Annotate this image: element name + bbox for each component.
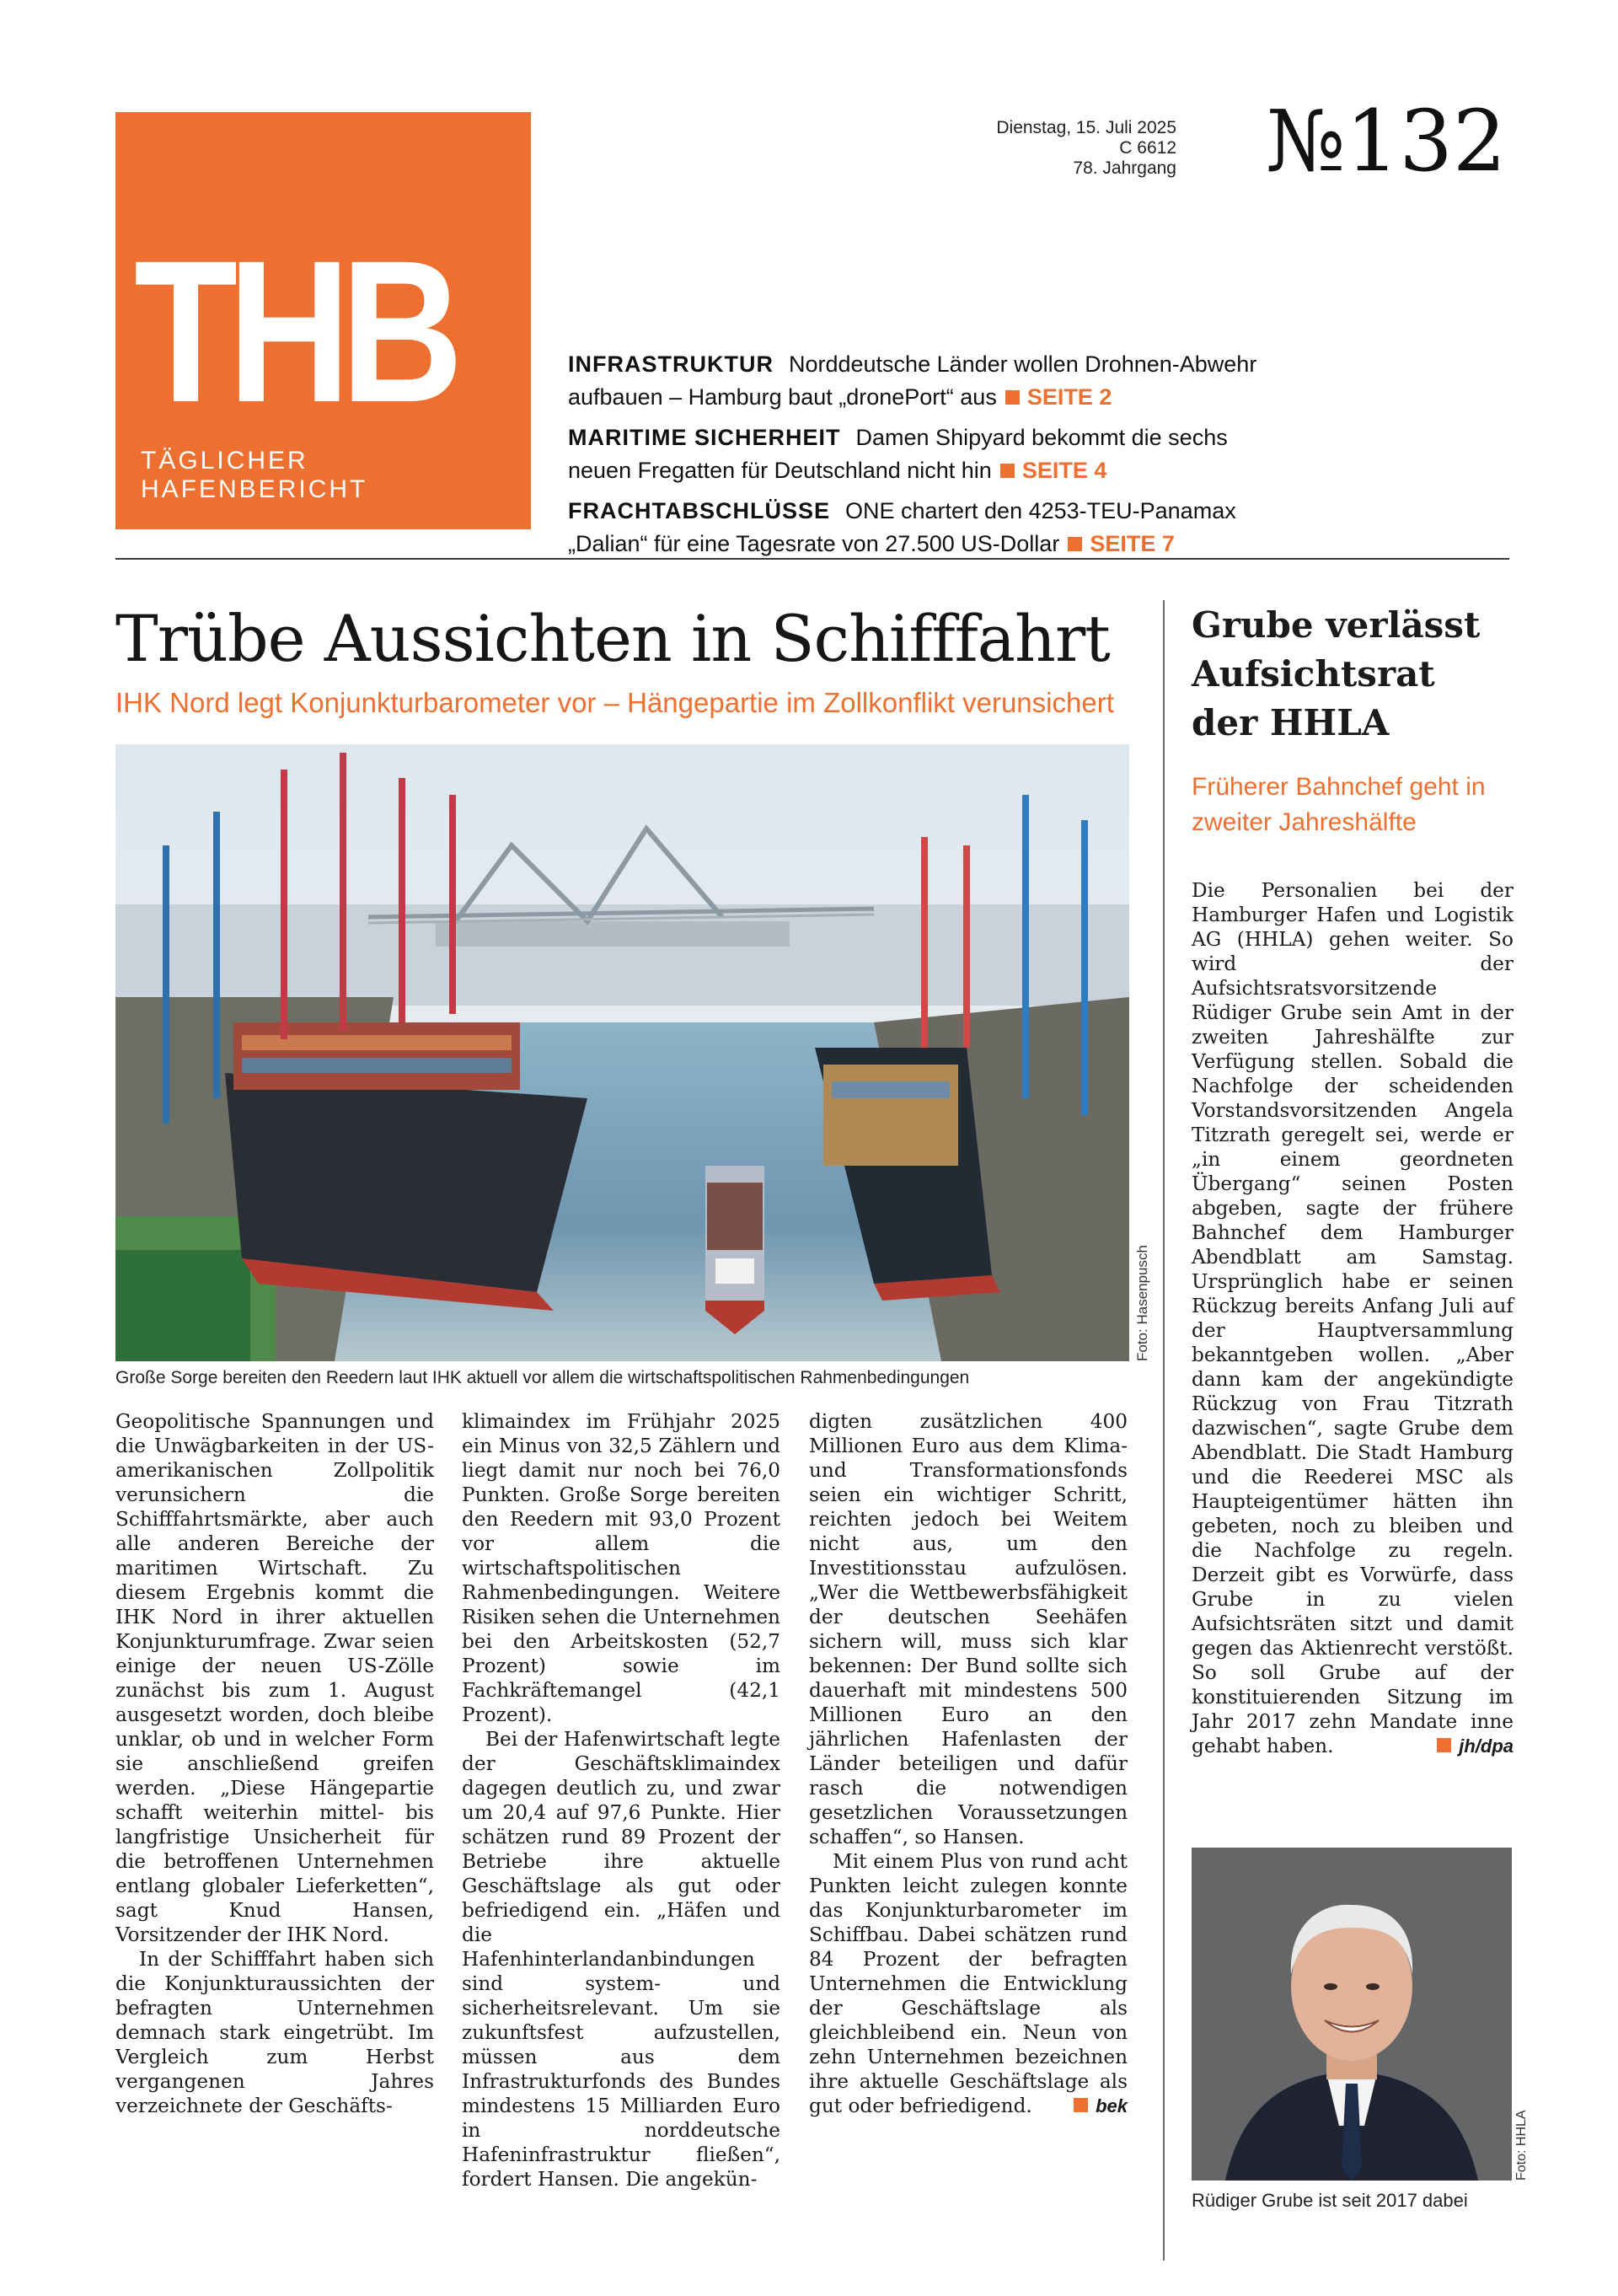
portrait-caption: Rüdiger Grube ist seit 2017 dabei: [1192, 2190, 1468, 2211]
orange-square-icon: [1068, 537, 1082, 551]
teaser-kicker: INFRASTRUKTUR: [568, 351, 774, 377]
teaser-list: [568, 348, 1293, 568]
side-subheadline: Früherer Bahnchef geht in zweiter Jahreshälfte: [1192, 773, 1486, 836]
article-paragraph: [809, 1849, 1128, 2118]
column-divider: [1163, 600, 1165, 2261]
header-divider: [115, 558, 1509, 560]
issue-meta: [924, 118, 1176, 179]
article-paragraph: Bei der Hafenwirtschaft legte der Geschäftsklimaindex dagegen deutlich zu, und zwar um 20,4 auf 97,6 Punkte. Hier schätzen rund 89 Prozent der Betriebe ihre aktuelle Geschäftslage als gut oder befriedigend ein. „Häfen und die Hafenhinterlandanbindungen sind system- und sicherheitsrelevant. Um sie zukunftsfest aufzustellen, müssen aus dem Infrastrukturfonds des Bundes mindestens 15 Milliarden Euro in norddeutsche Hafeninfrastruktur fließen“, fordert Hansen. Die angekün-: [462, 1728, 780, 2191]
signature-text: jh/dpa: [1459, 1735, 1514, 1757]
article-paragraph: klimaindex im Frühjahr 2025 ein Minus von 32,5 Zählern und liegt damit nur noch bei 76,0 Punkten. Große Sorge bereiten den Reedern mit 93,0 Prozent vor allem die wirtschaftspolitischen Rahmenbedingungen. Weitere Risiken sehen die Unternehmen bei den Arbeitskosten (52,7 Prozent) sowie im Fachkräftemangel (42,1 Prozent).: [462, 1410, 780, 1726]
article-column-2: [462, 1409, 780, 2191]
portrait-credit: Foto: HHLA: [1514, 2110, 1529, 2181]
article-paragraph-text: Mit einem Plus von rund acht Punkten leicht zulegen konnte das Konjunkturbarometer im Schiffbau. Dabei schätzen rund 84 Prozent der befragten Unternehmen die Entwicklung der Geschäftslage als gleichbleibend ein. Neun von zehn Unternehmen bezeichnen ihre aktuelle Geschäftslage als gut oder befriedigend.: [809, 1850, 1128, 2117]
edition-code: C 6612: [1119, 138, 1176, 158]
signature-text: bek: [1096, 2095, 1128, 2116]
harbor-photo: [115, 744, 1129, 1361]
article-paragraph: In der Schifffahrt haben sich die Konjunkturaussichten der befragten Unternehmen demnach stark eingetrübt. Im Vergleich zum Herbst vergangenen Jahres verzeichnete der Geschäfts-: [115, 1948, 434, 2117]
side-headline: Grube verlässt Aufsichtsrat der HHLA: [1192, 604, 1481, 743]
thb-logo: [115, 112, 531, 529]
teaser-kicker: FRACHTABSCHLÜSSE: [568, 498, 830, 523]
logo-subtitle: TÄGLICHER HAFENBERICHT: [141, 447, 368, 503]
teaser-item[interactable]: [568, 421, 1293, 487]
lead-headline: Trübe Aussichten in Schifffahrt: [115, 601, 1110, 676]
orange-square-icon: [1437, 1738, 1451, 1752]
teaser-text: Damen Shipyard bekommt die sechs neuen Fregatten für Deutschland nicht hin: [568, 425, 1228, 483]
teaser-page-label: SEITE 2: [1026, 384, 1112, 410]
photo-caption: Große Sorge bereiten den Reedern laut IHK aktuell vor allem die wirtschaftspolitischen Rahmenbedingungen: [115, 1368, 970, 1387]
photo-credit: Foto: Hasenpusch: [1134, 1245, 1150, 1361]
article-paragraph: digten zusätzlichen 400 Millionen Euro aus dem Klima- und Transformationsfonds seien ein wichtiger Schritt, reichten jedoch bei Weitem nicht aus, um den Investitionsstau aufzulösen. „Wer die Wettbewerbsfähigkeit der deutschen Seehäfen sichern will, muss sich klar bekennen: Der Bund sollte sich dauerhaft mit mindestens 500 Millionen Euro an den jährlichen Hafenlasten der Länder beteiligen und dafür rasch die notwendigen gesetzlichen Voraussetzungen schaffen“, so Hansen.: [809, 1410, 1128, 1848]
teaser-page-label: SEITE 7: [1090, 531, 1175, 556]
teaser-page-link[interactable]: [1000, 458, 1107, 483]
logo-text: THB: [134, 218, 454, 444]
article-column-3: [809, 1409, 1128, 2118]
orange-square-icon: [1000, 464, 1015, 478]
article-paragraph: Geopolitische Spannungen und die Unwägbarkeiten in der US-amerikanischen Zollpolitik verunsichern die Schifffahrtsmärkte, aber auch alle anderen Bereiche der maritimen Wirtschaft. Zu diesem Ergebnis kommt die IHK Nord in ihrer aktuellen Konjunkturumfrage. Zwar seien einige der neuen US-Zölle zunächst bis zum 1. August ausgesetzt worden, doch bleibe unklar, ob und in welcher Form sie anschließend greifen werden. „Diese Hängepartie schafft weiterhin mittel- bis langfristige Unsicherheit für die betroffenen Unternehmen entlang globaler Lieferketten“, sagt Knud Hansen, Vorsitzender der IHK Nord.: [115, 1410, 434, 1946]
issue-date: Dienstag, 15. Juli 2025: [996, 118, 1176, 137]
side-article: [1192, 878, 1514, 1758]
volume: 78. Jahrgang: [1073, 158, 1176, 178]
teaser-item[interactable]: [568, 495, 1293, 561]
orange-square-icon: [1074, 2098, 1088, 2112]
article-column-1: [115, 1409, 434, 2118]
issue-number: №132: [1266, 92, 1507, 190]
portrait-photo: [1192, 1848, 1512, 2181]
teaser-item[interactable]: [568, 348, 1293, 414]
author-signature: [1437, 1734, 1514, 1758]
author-signature: [1050, 2094, 1128, 2118]
teaser-kicker: MARITIME SICHERHEIT: [568, 425, 841, 450]
teaser-page-label: SEITE 4: [1021, 458, 1107, 483]
orange-square-icon: [1005, 390, 1020, 405]
lead-subheadline: IHK Nord legt Konjunkturbarometer vor – Hängepartie im Zollkonflikt verunsichert: [115, 687, 1114, 718]
teaser-text: ONE chartert den 4253-TEU-Panamax „Dalian“ für eine Tagesrate von 27.500 US-Dollar: [568, 498, 1236, 556]
side-paragraph: [1192, 878, 1514, 1758]
teaser-text: Norddeutsche Länder wollen Drohnen-Abwehr aufbauen – Hamburg baut „dronePort“ aus: [568, 351, 1257, 410]
teaser-page-link[interactable]: [1068, 531, 1175, 556]
side-paragraph-text: Die Personalien bei der Hamburger Hafen und Logistik AG (HHLA) gehen weiter. So wird der Aufsichtsratsvorsitzende Rüdiger Grube sein Amt in der zweiten Jahreshälfte zur Verfügung stellen. Sobald die Nachfolge der scheidenden Vorstandsvorsitzenden Angela Titzrath geregelt sei, werde er „in einem geordneten Übergang“ seinen Posten abgeben, sagte der frühere Bahnchef dem Hamburger Abendblatt am Samstag. Ursprünglich habe er seinen Rückzug bereits Anfang Juli auf der Hauptversammlung bekanntgeben wollen. „Aber dann kam der angekündigte Rückzug von Frau Titzrath dazwischen“, sagte Grube dem Abendblatt. Die Stadt Hamburg und die Reederei MSC als Haupteigentümer hätten ihn gebeten, noch zu bleiben und die Nachfolge zu regeln. Derzeit gibt es Vorwürfe, dass Grube in zu vielen Aufsichtsräten sitzt und damit gegen das Aktienrecht verstößt. So soll Grube auf der konstituierenden Sitzung im Jahr 2017 zehn Mandate inne gehabt haben.: [1192, 879, 1514, 1757]
teaser-page-link[interactable]: [1005, 384, 1112, 410]
